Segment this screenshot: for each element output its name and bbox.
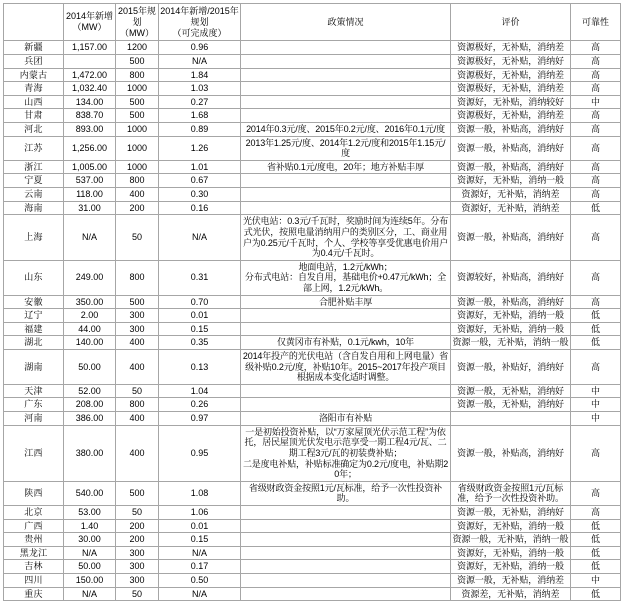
cell-added-2014: N/A xyxy=(64,587,116,601)
cell-policy xyxy=(241,546,451,560)
cell-added-2014: 1,005.00 xyxy=(64,160,116,174)
cell-province: 内蒙古 xyxy=(4,68,64,82)
cell-reliability: 高 xyxy=(571,136,621,160)
cell-reliability: 高 xyxy=(571,68,621,82)
table-row xyxy=(4,412,621,426)
cell-policy xyxy=(241,174,451,188)
cell-added-2014: 386.00 xyxy=(64,412,116,426)
cell-evaluation: 省级财政资金按照1元/瓦标准，给予一次性投资补助。 xyxy=(451,481,571,505)
cell-added-2014: 249.00 xyxy=(64,260,116,295)
cell-evaluation xyxy=(451,412,571,426)
cell-policy: 一是初始投资补贴，以“万家屋顶光伏示范工程”为依托，居民屋顶光伏发电示范享受一期工程4元/瓦、二期工程3元/瓦的初装费补贴； 二是度电补贴，补贴标准确定为0.2元/度电，补贴期20年； xyxy=(241,425,451,481)
cell-policy: 仅黄冈市有补贴，0.1元/kwh，10年 xyxy=(241,336,451,350)
table-row xyxy=(4,519,621,533)
cell-added-2014: 30.00 xyxy=(64,533,116,547)
cell-province: 辽宁 xyxy=(4,309,64,323)
table-row xyxy=(4,384,621,398)
cell-reliability: 高 xyxy=(571,82,621,96)
cell-reliability: 低 xyxy=(571,309,621,323)
cell-ratio: 0.67 xyxy=(159,174,241,188)
cell-evaluation: 资源一般，无补贴，消纳一般 xyxy=(451,533,571,547)
cell-evaluation: 资源好，无补贴，消纳一般 xyxy=(451,560,571,574)
header-ratio-title: 2014年新增/2015年规划 xyxy=(160,6,239,27)
cell-evaluation: 资源极好，无补贴，消纳差 xyxy=(451,82,571,96)
cell-province: 陕西 xyxy=(4,481,64,505)
cell-plan-2015: 500 xyxy=(116,295,159,309)
cell-evaluation: 资源较好，补贴高，消纳好 xyxy=(451,260,571,295)
cell-plan-2015: 400 xyxy=(116,336,159,350)
cell-plan-2015: 400 xyxy=(116,188,159,202)
cell-ratio: 1.08 xyxy=(159,481,241,505)
table-row xyxy=(4,215,621,260)
cell-reliability: 低 xyxy=(571,336,621,350)
cell-added-2014: 140.00 xyxy=(64,336,116,350)
cell-province: 新疆 xyxy=(4,41,64,55)
cell-ratio: 0.70 xyxy=(159,295,241,309)
cell-province: 广西 xyxy=(4,519,64,533)
cell-policy xyxy=(241,109,451,123)
cell-ratio: N/A xyxy=(159,587,241,601)
cell-policy: 光伏电站：0.3元/千瓦时，奖励时间为连续5年。分布式光伏，按照电量消纳用户的类别区分，工、商业用户为0.25元/千瓦时，个人、学校等享受优惠电价用户为0.4元/千瓦时。 xyxy=(241,215,451,260)
table-row xyxy=(4,546,621,560)
cell-added-2014: 118.00 xyxy=(64,188,116,202)
cell-added-2014: 1.40 xyxy=(64,519,116,533)
cell-added-2014: 53.00 xyxy=(64,505,116,519)
table-row xyxy=(4,425,621,481)
cell-policy: 2013年1.25元/度、2014年1.2元/度和2015年1.15元/度 xyxy=(241,136,451,160)
cell-plan-2015: 800 xyxy=(116,398,159,412)
cell-province: 浙江 xyxy=(4,160,64,174)
cell-plan-2015: 500 xyxy=(116,109,159,123)
table-row xyxy=(4,188,621,202)
cell-reliability: 低 xyxy=(571,322,621,336)
cell-plan-2015: 300 xyxy=(116,309,159,323)
cell-plan-2015: 300 xyxy=(116,560,159,574)
cell-province: 黑龙江 xyxy=(4,546,64,560)
cell-province: 宁夏 xyxy=(4,174,64,188)
cell-added-2014: 1,256.00 xyxy=(64,136,116,160)
cell-policy: 2014年0.3元/度、2015年0.2元/度、2016年0.1元/度 xyxy=(241,123,451,137)
table-row xyxy=(4,68,621,82)
cell-ratio: 0.01 xyxy=(159,309,241,323)
cell-ratio: 1.84 xyxy=(159,68,241,82)
cell-added-2014: 208.00 xyxy=(64,398,116,412)
cell-province: 北京 xyxy=(4,505,64,519)
header-evaluation: 评价 xyxy=(451,4,571,41)
cell-evaluation: 资源一般，无补贴，消纳一般 xyxy=(451,336,571,350)
cell-evaluation: 资源极好，无补贴，消纳差 xyxy=(451,41,571,55)
cell-policy xyxy=(241,82,451,96)
cell-ratio: 0.27 xyxy=(159,95,241,109)
table-row xyxy=(4,505,621,519)
cell-plan-2015: 1000 xyxy=(116,82,159,96)
cell-ratio: 0.13 xyxy=(159,350,241,385)
cell-added-2014: 893.00 xyxy=(64,123,116,137)
cell-policy xyxy=(241,55,451,69)
cell-reliability: 高 xyxy=(571,215,621,260)
cell-reliability: 高 xyxy=(571,160,621,174)
cell-reliability: 高 xyxy=(571,188,621,202)
header-plan-2015 xyxy=(116,4,159,41)
cell-policy xyxy=(241,560,451,574)
table-row xyxy=(4,201,621,215)
cell-evaluation: 资源好，无补贴，消纳一般 xyxy=(451,174,571,188)
cell-reliability: 高 xyxy=(571,260,621,295)
cell-policy xyxy=(241,309,451,323)
cell-evaluation: 资源一般，补贴高，消纳好 xyxy=(451,123,571,137)
cell-policy: 2014年投产的光伏电站（含自发自用和上网电量）省级补贴0.2元/度，补贴10年。2015~2017年投产项目根据成本变化适时调整。 xyxy=(241,350,451,385)
cell-added-2014: N/A xyxy=(64,546,116,560)
cell-evaluation: 资源好，无补贴，消纳差 xyxy=(451,188,571,202)
cell-plan-2015: 1200 xyxy=(116,41,159,55)
cell-reliability: 中 xyxy=(571,95,621,109)
cell-province: 上海 xyxy=(4,215,64,260)
table-row xyxy=(4,336,621,350)
cell-reliability: 低 xyxy=(571,560,621,574)
cell-province: 吉林 xyxy=(4,560,64,574)
cell-added-2014: 44.00 xyxy=(64,322,116,336)
table-row xyxy=(4,481,621,505)
cell-plan-2015: 50 xyxy=(116,587,159,601)
cell-added-2014 xyxy=(64,55,116,69)
table-row xyxy=(4,350,621,385)
cell-policy xyxy=(241,95,451,109)
table-row xyxy=(4,587,621,601)
cell-policy xyxy=(241,573,451,587)
cell-reliability: 高 xyxy=(571,41,621,55)
cell-reliability: 低 xyxy=(571,587,621,601)
cell-policy xyxy=(241,188,451,202)
cell-plan-2015: 800 xyxy=(116,174,159,188)
header-ratio xyxy=(159,4,241,41)
cell-ratio: 0.01 xyxy=(159,519,241,533)
cell-policy: 地面电站，1.2元/kWh； 分布式电站：自发自用，基础电价+0.47元/kWh；全部上网，1.2元/kWh。 xyxy=(241,260,451,295)
cell-added-2014: 350.00 xyxy=(64,295,116,309)
cell-evaluation: 资源一般，补贴高，消纳好 xyxy=(451,295,571,309)
table-row xyxy=(4,160,621,174)
cell-reliability: 高 xyxy=(571,295,621,309)
cell-province: 河南 xyxy=(4,412,64,426)
cell-ratio: 1.26 xyxy=(159,136,241,160)
cell-policy: 省补贴0.1元/度电，20年；地方补贴丰厚 xyxy=(241,160,451,174)
cell-evaluation: 资源一般，补贴高，消纳好 xyxy=(451,136,571,160)
table-row xyxy=(4,174,621,188)
cell-province: 江西 xyxy=(4,425,64,481)
cell-added-2014: 52.00 xyxy=(64,384,116,398)
cell-reliability: 高 xyxy=(571,109,621,123)
cell-policy xyxy=(241,201,451,215)
cell-province: 山西 xyxy=(4,95,64,109)
header-added-2014-unit: （MW） xyxy=(72,22,107,33)
table-row xyxy=(4,533,621,547)
cell-ratio: 1.03 xyxy=(159,82,241,96)
cell-evaluation: 资源好，无补贴，消纳一般 xyxy=(451,322,571,336)
cell-plan-2015: 800 xyxy=(116,68,159,82)
cell-ratio: 0.95 xyxy=(159,425,241,481)
cell-province: 甘肃 xyxy=(4,109,64,123)
cell-ratio: 1.68 xyxy=(159,109,241,123)
cell-plan-2015: 200 xyxy=(116,201,159,215)
cell-reliability: 低 xyxy=(571,546,621,560)
cell-reliability: 中 xyxy=(571,412,621,426)
table-row xyxy=(4,82,621,96)
cell-added-2014: 1,032.40 xyxy=(64,82,116,96)
cell-policy xyxy=(241,68,451,82)
cell-policy xyxy=(241,398,451,412)
cell-reliability: 低 xyxy=(571,519,621,533)
cell-ratio: 0.16 xyxy=(159,201,241,215)
header-row xyxy=(4,4,621,41)
cell-plan-2015: 300 xyxy=(116,573,159,587)
cell-evaluation: 资源好，无补贴，消纳差 xyxy=(451,201,571,215)
cell-plan-2015: 800 xyxy=(116,260,159,295)
cell-added-2014: 838.70 xyxy=(64,109,116,123)
cell-plan-2015: 300 xyxy=(116,322,159,336)
cell-province: 天津 xyxy=(4,384,64,398)
cell-ratio: N/A xyxy=(159,215,241,260)
cell-province: 海南 xyxy=(4,201,64,215)
cell-plan-2015: 1000 xyxy=(116,136,159,160)
cell-added-2014: 1,472.00 xyxy=(64,68,116,82)
cell-ratio: 0.97 xyxy=(159,412,241,426)
cell-reliability: 高 xyxy=(571,350,621,385)
cell-policy xyxy=(241,519,451,533)
cell-province: 安徽 xyxy=(4,295,64,309)
cell-policy: 省级财政资金按照1元/瓦标准，给予一次性投资补助。 xyxy=(241,481,451,505)
cell-province: 山东 xyxy=(4,260,64,295)
cell-policy xyxy=(241,587,451,601)
header-province xyxy=(4,4,64,41)
cell-evaluation: 资源差，无补贴，消纳差 xyxy=(451,587,571,601)
cell-evaluation: 资源一般，无补贴，消纳好 xyxy=(451,398,571,412)
table-row xyxy=(4,309,621,323)
cell-ratio: 0.26 xyxy=(159,398,241,412)
cell-plan-2015: 400 xyxy=(116,350,159,385)
cell-policy xyxy=(241,41,451,55)
cell-policy: 合肥补贴丰厚 xyxy=(241,295,451,309)
cell-province: 重庆 xyxy=(4,587,64,601)
cell-province: 河北 xyxy=(4,123,64,137)
cell-plan-2015: 200 xyxy=(116,533,159,547)
cell-reliability: 高 xyxy=(571,481,621,505)
header-added-2014 xyxy=(64,4,116,41)
table-header xyxy=(4,4,621,41)
table-row xyxy=(4,95,621,109)
table-row xyxy=(4,109,621,123)
cell-ratio: 0.15 xyxy=(159,533,241,547)
cell-province: 福建 xyxy=(4,322,64,336)
cell-ratio: 0.89 xyxy=(159,123,241,137)
table-row xyxy=(4,322,621,336)
table-row xyxy=(4,573,621,587)
cell-evaluation: 资源好，无补贴，消纳较好 xyxy=(451,95,571,109)
table-row xyxy=(4,41,621,55)
cell-added-2014: 50.00 xyxy=(64,560,116,574)
cell-policy xyxy=(241,384,451,398)
cell-reliability: 高 xyxy=(571,425,621,481)
header-policy: 政策情况 xyxy=(241,4,451,41)
cell-ratio: 1.04 xyxy=(159,384,241,398)
cell-ratio: 0.15 xyxy=(159,322,241,336)
cell-evaluation: 资源好，无补贴，消纳一般 xyxy=(451,519,571,533)
table-row xyxy=(4,295,621,309)
cell-evaluation: 资源一般，无补贴，消纳好 xyxy=(451,384,571,398)
cell-evaluation: 资源一般，补贴高，消纳好 xyxy=(451,160,571,174)
cell-plan-2015: 400 xyxy=(116,425,159,481)
cell-ratio: 0.96 xyxy=(159,41,241,55)
cell-plan-2015: 200 xyxy=(116,519,159,533)
cell-plan-2015: 50 xyxy=(116,505,159,519)
cell-added-2014: 537.00 xyxy=(64,174,116,188)
cell-added-2014: 31.00 xyxy=(64,201,116,215)
cell-reliability: 中 xyxy=(571,384,621,398)
cell-province: 四川 xyxy=(4,573,64,587)
cell-plan-2015: 500 xyxy=(116,55,159,69)
cell-province: 湖南 xyxy=(4,350,64,385)
cell-ratio: N/A xyxy=(159,546,241,560)
cell-ratio: 0.35 xyxy=(159,336,241,350)
cell-added-2014: 50.00 xyxy=(64,350,116,385)
header-reliability: 可靠性 xyxy=(571,4,621,41)
cell-reliability: 中 xyxy=(571,398,621,412)
cell-reliability: 低 xyxy=(571,201,621,215)
cell-reliability: 高 xyxy=(571,55,621,69)
table-row xyxy=(4,260,621,295)
cell-ratio: 0.50 xyxy=(159,573,241,587)
header-plan-2015-title: 2015年规划 xyxy=(117,6,157,27)
cell-reliability: 高 xyxy=(571,123,621,137)
cell-ratio: 1.06 xyxy=(159,505,241,519)
cell-added-2014: N/A xyxy=(64,215,116,260)
header-ratio-unit: （可完成度） xyxy=(172,27,227,38)
table-row xyxy=(4,398,621,412)
cell-ratio: 0.31 xyxy=(159,260,241,295)
cell-evaluation: 资源一般，补贴高，消纳好 xyxy=(451,215,571,260)
cell-plan-2015: 50 xyxy=(116,215,159,260)
cell-province: 广东 xyxy=(4,398,64,412)
table-row xyxy=(4,55,621,69)
cell-evaluation: 资源极好，无补贴，消纳好 xyxy=(451,55,571,69)
cell-added-2014: 2.00 xyxy=(64,309,116,323)
cell-evaluation: 资源一般，补贴好，消纳好 xyxy=(451,350,571,385)
cell-evaluation: 资源好，无补贴，消纳一般 xyxy=(451,309,571,323)
cell-ratio: 1.01 xyxy=(159,160,241,174)
cell-evaluation: 资源好，无补贴，消纳一般 xyxy=(451,546,571,560)
cell-ratio: N/A xyxy=(159,55,241,69)
table-body xyxy=(4,41,621,601)
cell-evaluation: 资源极好，无补贴，消纳差 xyxy=(451,109,571,123)
cell-plan-2015: 500 xyxy=(116,481,159,505)
cell-province: 贵州 xyxy=(4,533,64,547)
cell-added-2014: 150.00 xyxy=(64,573,116,587)
cell-ratio: 0.30 xyxy=(159,188,241,202)
header-plan-2015-unit: （MW） xyxy=(120,27,154,38)
cell-added-2014: 380.00 xyxy=(64,425,116,481)
cell-plan-2015: 400 xyxy=(116,412,159,426)
cell-evaluation: 资源一般，补贴高，消纳好 xyxy=(451,425,571,481)
cell-policy xyxy=(241,322,451,336)
cell-plan-2015: 1000 xyxy=(116,123,159,137)
cell-reliability: 低 xyxy=(571,533,621,547)
cell-added-2014: 1,157.00 xyxy=(64,41,116,55)
cell-evaluation: 资源极好，无补贴，消纳差 xyxy=(451,68,571,82)
cell-policy xyxy=(241,505,451,519)
cell-evaluation: 资源一般，无补贴，消纳差 xyxy=(451,573,571,587)
header-added-2014-title: 2014年新增 xyxy=(65,11,114,22)
cell-province: 青海 xyxy=(4,82,64,96)
cell-policy xyxy=(241,533,451,547)
table-row xyxy=(4,560,621,574)
cell-province: 云南 xyxy=(4,188,64,202)
cell-evaluation: 资源一般，无补贴，消纳好 xyxy=(451,505,571,519)
cell-reliability: 高 xyxy=(571,174,621,188)
cell-policy: 洛阳市有补贴 xyxy=(241,412,451,426)
cell-plan-2015: 1000 xyxy=(116,160,159,174)
table-row xyxy=(4,123,621,137)
cell-province: 湖北 xyxy=(4,336,64,350)
cell-ratio: 0.17 xyxy=(159,560,241,574)
cell-reliability: 高 xyxy=(571,505,621,519)
cell-province: 兵团 xyxy=(4,55,64,69)
cell-added-2014: 134.00 xyxy=(64,95,116,109)
cell-plan-2015: 50 xyxy=(116,384,159,398)
cell-added-2014: 540.00 xyxy=(64,481,116,505)
cell-province: 江苏 xyxy=(4,136,64,160)
cell-reliability: 中 xyxy=(571,573,621,587)
table-row xyxy=(4,136,621,160)
cell-plan-2015: 300 xyxy=(116,546,159,560)
cell-plan-2015: 500 xyxy=(116,95,159,109)
provincial-pv-table xyxy=(3,3,621,601)
